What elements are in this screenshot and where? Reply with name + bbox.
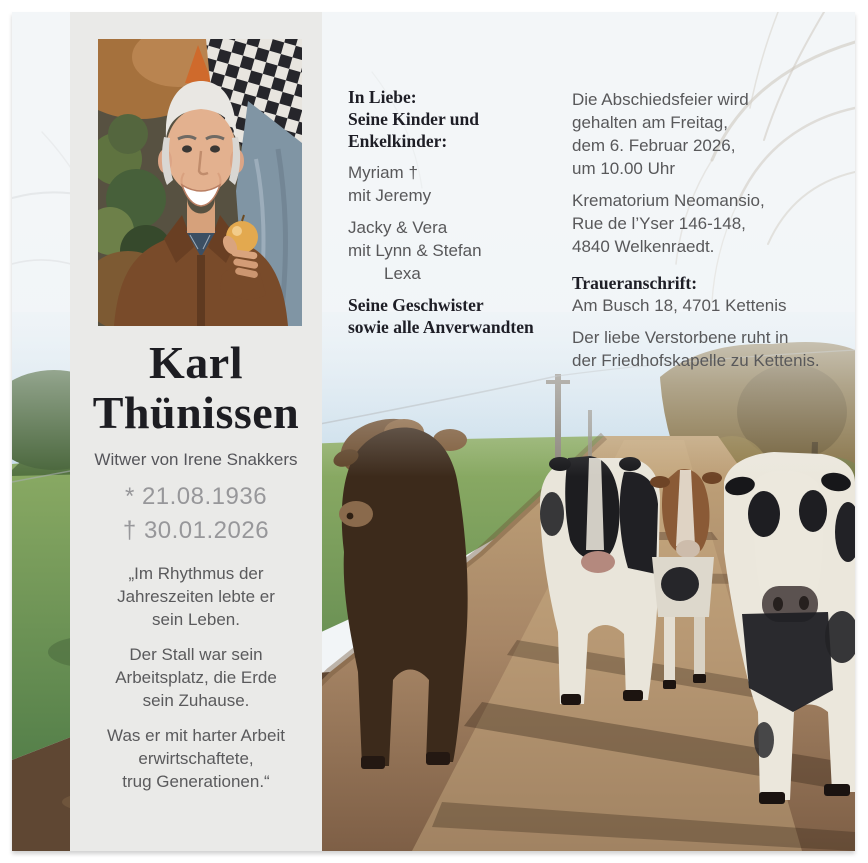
service-line: um 10.00 Uhr [572, 159, 675, 178]
portrait-photo [98, 39, 302, 326]
family-member: Lexa [384, 264, 421, 283]
service-details [572, 88, 855, 180]
birth-date: * 21.08.1936 [124, 483, 268, 510]
family-member: Myriam † [348, 163, 418, 182]
family-heading-line: In Liebe: [348, 87, 417, 107]
memorial-quote [78, 562, 314, 805]
family-heading-line: Enkelkinder: [348, 131, 448, 151]
family-footer-line: Seine Geschwister [348, 295, 484, 315]
venue-details [572, 189, 855, 258]
left-panel [70, 12, 322, 851]
quote-paragraph [78, 562, 314, 631]
quote-line: erwirtschaftete, [138, 749, 254, 768]
venue-line: Rue de l’Yser 146-148, [572, 214, 746, 233]
quote-line: Der Stall war sein [129, 645, 263, 664]
family-footer [348, 294, 573, 338]
condolence-label: Traueranschrift: [572, 273, 698, 293]
quote-paragraph [78, 724, 314, 793]
service-line: dem 6. Februar 2026, [572, 136, 736, 155]
death-date: † 30.01.2026 [122, 517, 270, 544]
quote-line: trug Generationen.“ [122, 772, 270, 791]
family-footer-line: sowie alle Anverwandten [348, 317, 534, 337]
quote-paragraph [78, 643, 314, 712]
venue-line: Krematorium Neomansio, [572, 191, 765, 210]
family-member: mit Jeremy [348, 186, 432, 205]
family-entry [348, 161, 573, 207]
resting-line: Der liebe Verstorbene ruht in [572, 328, 789, 347]
quote-line: sein Zuhause. [142, 691, 250, 710]
service-line: gehalten am Freitag, [572, 113, 728, 132]
deceased-subtitle: Witwer von Irene Snakkers [94, 450, 298, 469]
quote-line: „Im Rhythmus der [128, 564, 264, 583]
service-line: Die Abschiedsfeier wird [572, 90, 749, 109]
quote-line: sein Leben. [152, 610, 240, 629]
condolence-address: Am Busch 18, 4701 Kettenis [572, 296, 787, 315]
condolence-address-block [572, 272, 855, 317]
memorial-card [12, 12, 855, 851]
deceased-first-name: Karl [149, 337, 243, 388]
family-column [348, 86, 573, 347]
venue-line: 4840 Welkenraedt. [572, 237, 715, 256]
deceased-name [70, 338, 322, 438]
ceremony-column [572, 88, 855, 381]
quote-line: Jahreszeiten lebte er [117, 587, 275, 606]
resting-place [572, 326, 855, 372]
quote-line: Was er mit harter Arbeit [107, 726, 285, 745]
life-dates [70, 480, 322, 548]
deceased-last-name: Thünissen [92, 387, 300, 438]
family-heading-line: Seine Kinder und [348, 109, 479, 129]
quote-line: Arbeitsplatz, die Erde [115, 668, 277, 687]
family-entry [348, 216, 573, 285]
family-heading [348, 86, 573, 152]
family-member: Jacky & Vera [348, 218, 448, 237]
resting-line: der Friedhofskapelle zu Kettenis. [572, 351, 820, 370]
family-member: mit Lynn & Stefan [348, 241, 482, 260]
